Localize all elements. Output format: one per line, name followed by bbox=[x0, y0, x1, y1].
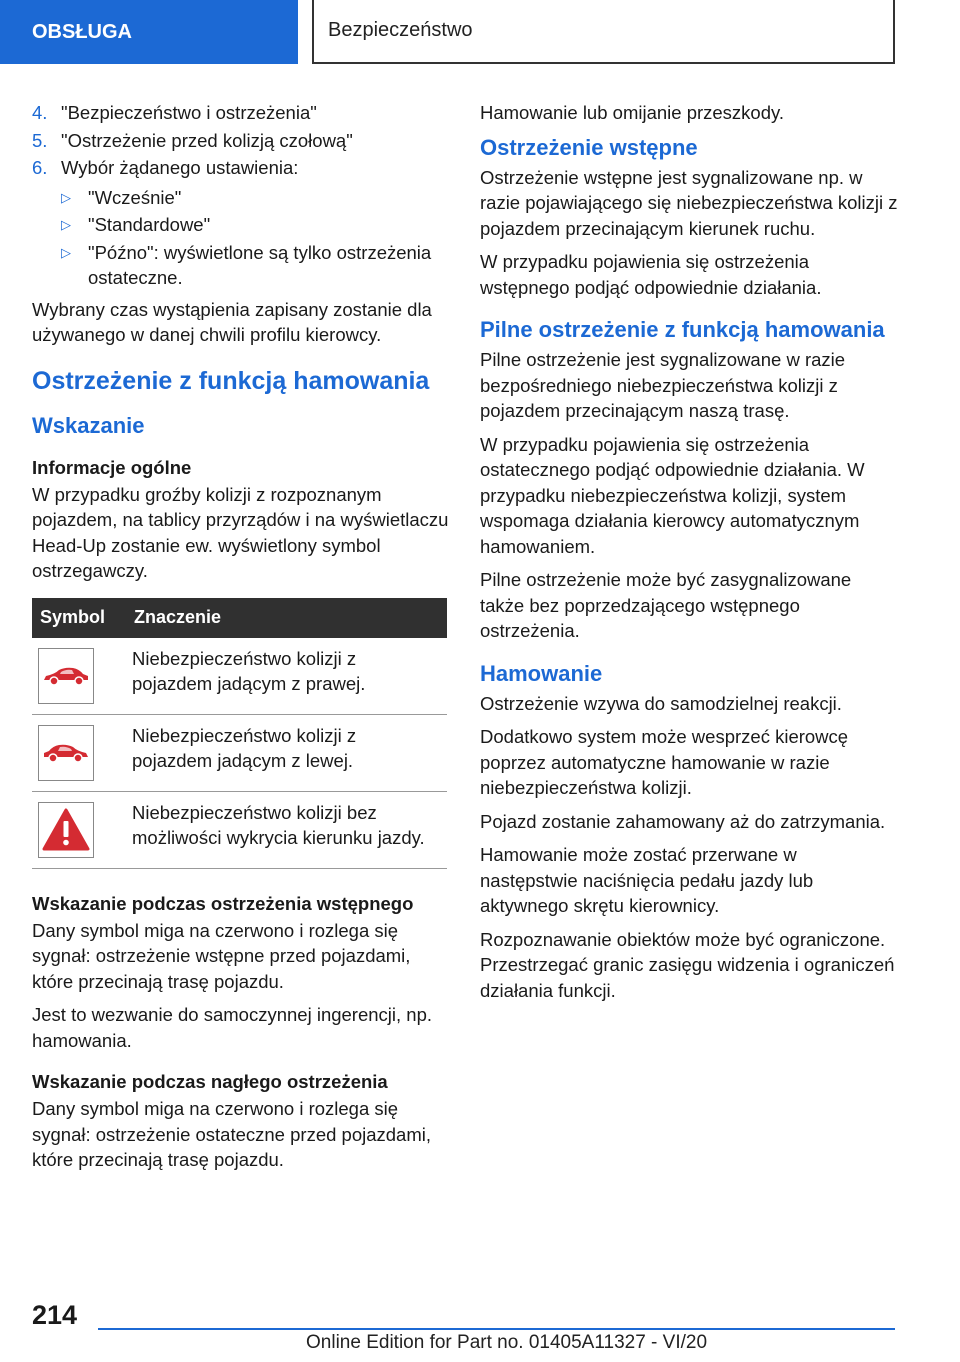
steps-list bbox=[32, 100, 450, 181]
acute-warning-text: Dany symbol miga na czerwono i rozlega się sygnał: ostrzeżenie ostateczne przed pojazdami, które przecinają trasę pojazdu. bbox=[32, 1098, 431, 1170]
braking-paragraph: Pojazd zostanie zahamowany aż do zatrzymania. bbox=[480, 810, 886, 832]
pre-warning-heading: Ostrzeżenie wstępne bbox=[480, 134, 698, 160]
acute-warning-paragraph: Pilne ostrzeżenie może być zasygnalizowane także bez poprzedzającego wstępnego ostrzeżenia. bbox=[480, 569, 852, 641]
left-column bbox=[32, 100, 450, 1181]
step-text: Wybór żądanego ustawienia: bbox=[61, 157, 299, 178]
braking-paragraph: Dodatkowo system może wesprzeć kierowcę poprzez automatyczne hamowanie w razie niebezpieczeństwa kolizji. bbox=[480, 726, 849, 798]
table-header-row bbox=[32, 598, 447, 638]
list-item bbox=[32, 240, 450, 291]
bullet-triangle-icon: ▷ bbox=[61, 189, 71, 205]
step-text: "Bezpieczeństwo i ostrzeżenia" bbox=[61, 102, 317, 123]
general-info-text: W przypadku groźby kolizji z rozpoznanym pojazdem, na tablicy przyrządów i na wyświetlaczu Head-Up zostanie ew. wyświetlony symbol ostrzegawczy. bbox=[32, 483, 449, 581]
column-header-symbol: Symbol bbox=[32, 598, 126, 638]
list-item bbox=[32, 155, 450, 181]
acute-warning-paragraph: Pilne ostrzeżenie jest sygnalizowane w razie bezpośredniego niebezpieczeństwa kolizji z pojazdem przecinającym naszą trasę. bbox=[480, 349, 846, 421]
pre-warning-paragraph: Ostrzeżenie wstępne jest sygnalizowane np. w razie pojawiającego się niebezpieczeństwa kolizji z pojazdem przecinającym kierunek ruchu. bbox=[480, 166, 898, 239]
intro-text: Hamowanie lub omijanie przeszkody. bbox=[480, 102, 785, 123]
pre-warning-text: Dany symbol miga na czerwono i rozlega się sygnał: ostrzeżenie wstępne przed pojazdami, które przecinają trasę pojazdu. bbox=[32, 919, 411, 992]
edition-label: Online Edition for Part no. 01405A11327 - VI/20 bbox=[306, 1332, 708, 1353]
table-row bbox=[32, 791, 447, 868]
braking-paragraph: Hamowanie może zostać przerwane w następstwie naciśnięcia pedału jazdy lub aktywnego skrętu kierownicy. bbox=[480, 844, 814, 916]
option-text: "Standardowe" bbox=[88, 214, 211, 235]
list-item bbox=[32, 185, 450, 211]
car-left-warning-icon bbox=[38, 725, 94, 781]
list-item bbox=[32, 212, 450, 238]
acute-warning-heading: Pilne ostrzeżenie z funkcją hamowania bbox=[480, 317, 885, 342]
section-label: OBSŁUGA bbox=[0, 0, 298, 64]
general-info-heading: Informacje ogólne bbox=[32, 456, 192, 478]
acute-warning-paragraph: W przypadku pojawienia się ostrzeżenia ostatecznego podjąć odpowiednie działania. W przypadku niebezpieczeństwa kolizji, system wspomaga działania kierowcy automatycznym hamowaniem. bbox=[480, 433, 865, 557]
braking-paragraph: Rozpoznawanie obiektów może być ograniczone. Przestrzegać granic zasięgu widzenia i ograniczeń działania funkcji. bbox=[480, 928, 895, 1001]
page-number: 214 bbox=[32, 1300, 78, 1330]
list-item bbox=[32, 100, 450, 126]
right-column bbox=[480, 100, 898, 1011]
bullet-triangle-icon: ▷ bbox=[61, 244, 71, 260]
step-number: 6. bbox=[32, 157, 48, 178]
braking-heading: Hamowanie bbox=[480, 660, 603, 686]
pre-warning-text: Jest to wezwanie do samoczynnej ingerencji, np. hamowania. bbox=[32, 1004, 433, 1051]
car-right-warning-icon bbox=[38, 648, 94, 704]
step-number: 4. bbox=[32, 102, 48, 123]
section-heading: Ostrzeżenie z funkcją hamowania bbox=[32, 366, 430, 395]
subsection-heading: Wskazanie bbox=[32, 412, 145, 438]
meaning-cell: Niebezpieczeństwo kolizji z pojazdem jadącym z lewej. bbox=[126, 714, 447, 791]
pre-warning-indicator-heading: Wskazanie podczas ostrzeżenia wstępnego bbox=[32, 892, 414, 914]
table-row bbox=[32, 714, 447, 791]
option-text: "Wcześnie" bbox=[88, 186, 182, 208]
step-text: "Ostrzeżenie przed kolizją czołową" bbox=[61, 129, 353, 151]
meaning-cell: Niebezpieczeństwo kolizji z pojazdem jadącym z prawej. bbox=[126, 638, 447, 715]
footer-divider bbox=[98, 1328, 895, 1330]
profile-note: Wybrany czas wystąpienia zapisany zostanie dla używanego w danej chwili profilu kierowcy. bbox=[32, 298, 432, 345]
list-item bbox=[32, 128, 450, 154]
pre-warning-paragraph: W przypadku pojawienia się ostrzeżenia wstępnego podjąć odpowiednie działania. bbox=[480, 251, 822, 298]
table-row bbox=[32, 638, 447, 715]
page-header bbox=[0, 0, 960, 66]
meaning-cell: Niebezpieczeństwo kolizji bez możliwości wykrycia kierunku jazdy. bbox=[126, 791, 447, 868]
braking-paragraph: Ostrzeżenie wzywa do samodzielnej reakcji. bbox=[480, 692, 842, 714]
step-number: 5. bbox=[32, 129, 48, 151]
chapter-label: Bezpieczeństwo bbox=[312, 0, 895, 64]
column-header-meaning: Znaczenie bbox=[126, 598, 447, 638]
options-list bbox=[32, 185, 450, 291]
symbol-table bbox=[32, 598, 447, 869]
acute-warning-indicator-heading: Wskazanie podczas nagłego ostrzeżenia bbox=[32, 1071, 388, 1092]
warning-triangle-icon bbox=[38, 802, 94, 858]
option-text: "Późno": wyświetlone są tylko ostrzeżenia ostateczne. bbox=[88, 241, 432, 288]
bullet-triangle-icon: ▷ bbox=[61, 217, 71, 232]
